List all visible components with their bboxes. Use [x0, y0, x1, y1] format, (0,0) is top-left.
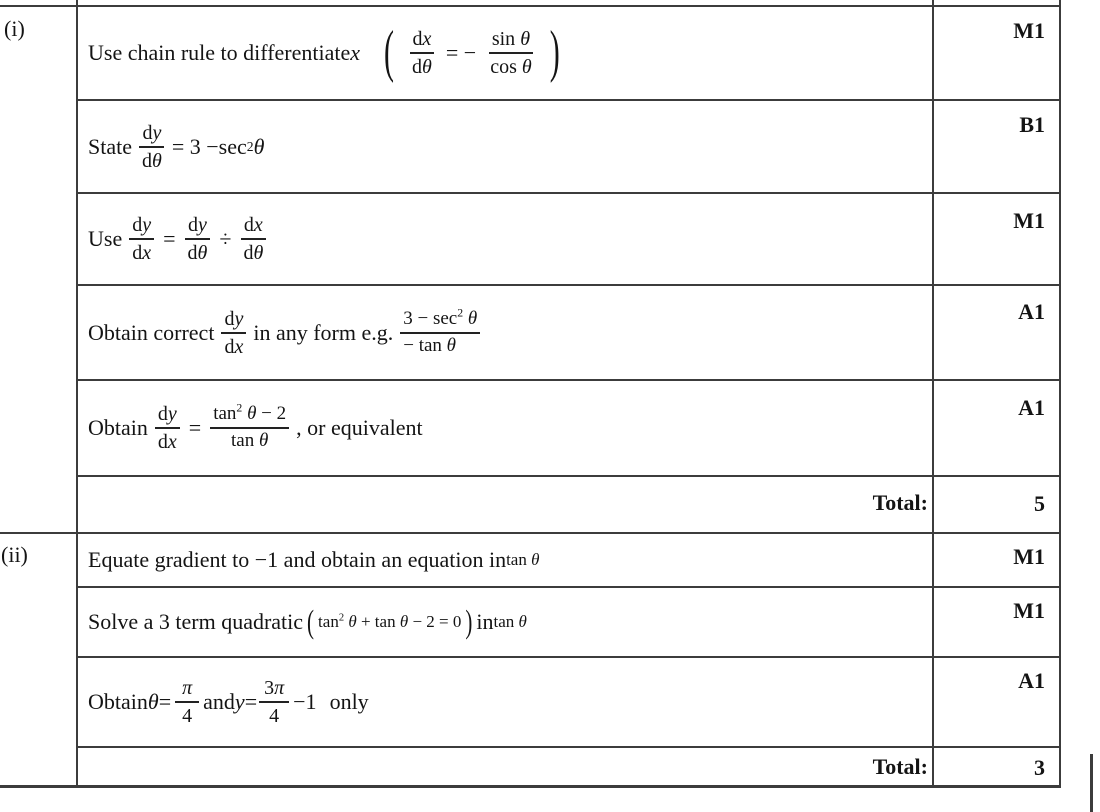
fraction-example: $\frac{3 - \sec^2 \theta}{\text{− tan θ}}$	[400, 308, 480, 358]
right-paren: )	[465, 602, 473, 640]
mark-cell: A1	[1018, 299, 1045, 324]
question-part-label-i: (i)	[4, 16, 25, 41]
mark-cell: M1	[1013, 544, 1045, 569]
equals-minus: = −	[445, 39, 477, 65]
equals-sign: =	[163, 226, 176, 251]
scheme-row	[88, 6, 560, 99]
equals-sign: =	[158, 689, 172, 714]
row-text: , or equivalent	[296, 415, 423, 440]
row-text: Use chain rule to differentiate	[88, 39, 351, 65]
division-sign: ÷	[219, 226, 232, 251]
table-border-bottom	[0, 785, 1061, 788]
row-text: Obtain	[88, 689, 148, 714]
row-text: Equate gradient to −1 and obtain an equation in	[88, 547, 507, 572]
fraction-dx-dtheta: $\frac{dx}{d\theta}$	[240, 213, 266, 265]
row-text: and	[203, 689, 235, 714]
fraction-dy-dx: $\frac{dy}{dx}$	[129, 213, 154, 265]
fraction-3pi-4: $\frac{3\pi}{4}$	[259, 676, 289, 728]
scheme-row	[88, 194, 273, 284]
fraction-result: $\frac{\tan^2 \theta - 2}{\text{tan θ}}$	[210, 403, 289, 453]
page-edge-artifact	[1090, 754, 1093, 812]
row-text: State	[88, 133, 132, 159]
scheme-row	[88, 588, 527, 656]
fraction-pi-4: $\frac{\pi}{4}$	[175, 676, 199, 728]
fraction-dy-dtheta: $\frac{dy}{d\theta}$	[139, 121, 165, 173]
fraction-dy-dtheta: $\frac{dy}{d\theta}$	[185, 213, 211, 265]
total-label: Total:	[872, 754, 928, 779]
row-border	[77, 475, 1061, 477]
equals-sign: =	[244, 689, 258, 714]
mark-cell: B1	[1019, 112, 1045, 137]
fraction-dy-dx: $\frac{dy}{dx}$	[155, 402, 180, 454]
variable-y: y	[234, 689, 245, 714]
row-border	[77, 746, 1061, 748]
row-text: in any form e.g.	[253, 319, 394, 345]
row-text: in	[476, 609, 494, 634]
mark-cell: M1	[1013, 208, 1045, 233]
row-text: Obtain correct	[88, 319, 215, 345]
scheme-row	[88, 381, 423, 475]
row-text: Solve a 3 term quadratic	[88, 609, 304, 634]
scheme-row	[88, 286, 487, 379]
question-part-label-ii: (ii)	[1, 542, 28, 567]
scheme-row	[88, 534, 539, 586]
scheme-row	[88, 658, 369, 746]
variable-x: x	[350, 39, 361, 65]
mark-cell: M1	[1013, 598, 1045, 623]
quadratic-equation: $\tan^2 \theta + \tan \theta - 2 = 0$	[318, 612, 462, 631]
minus-one: −1	[293, 689, 317, 714]
equals-sign: =	[188, 415, 202, 440]
row-text: only	[329, 689, 369, 714]
table-border-label-col	[76, 0, 78, 787]
left-paren: (	[307, 602, 315, 640]
scheme-row: State $\frac{dy}{d\theta}$ = 3 − sec 2 θ	[88, 121, 265, 172]
fraction-sin-cos: $\frac{\text{sin θ}}{\text{cos θ}}$	[490, 27, 532, 78]
right-paren: )	[549, 19, 560, 84]
total-value: 5	[1034, 491, 1045, 516]
mark-cell: A1	[1018, 668, 1045, 693]
total-value: 3	[1034, 755, 1045, 780]
left-paren: (	[384, 19, 395, 84]
mark-cell: M1	[1013, 18, 1045, 43]
math-small: tan θ	[506, 550, 540, 569]
row-text: Use	[88, 226, 123, 251]
mark-cell: A1	[1018, 395, 1045, 420]
row-text: Obtain	[88, 415, 148, 440]
variable-theta: θ	[147, 689, 159, 714]
math-small: tan θ	[493, 612, 527, 631]
total-label: Total:	[872, 490, 928, 515]
table-border-marks-col-right	[1059, 0, 1061, 787]
fraction-dy-dx: $\frac{dy}{dx}$	[221, 307, 246, 359]
fraction-dx-dtheta: $\frac{dx}{d\theta}$	[409, 27, 435, 79]
row-text: = 3 −	[171, 133, 219, 159]
